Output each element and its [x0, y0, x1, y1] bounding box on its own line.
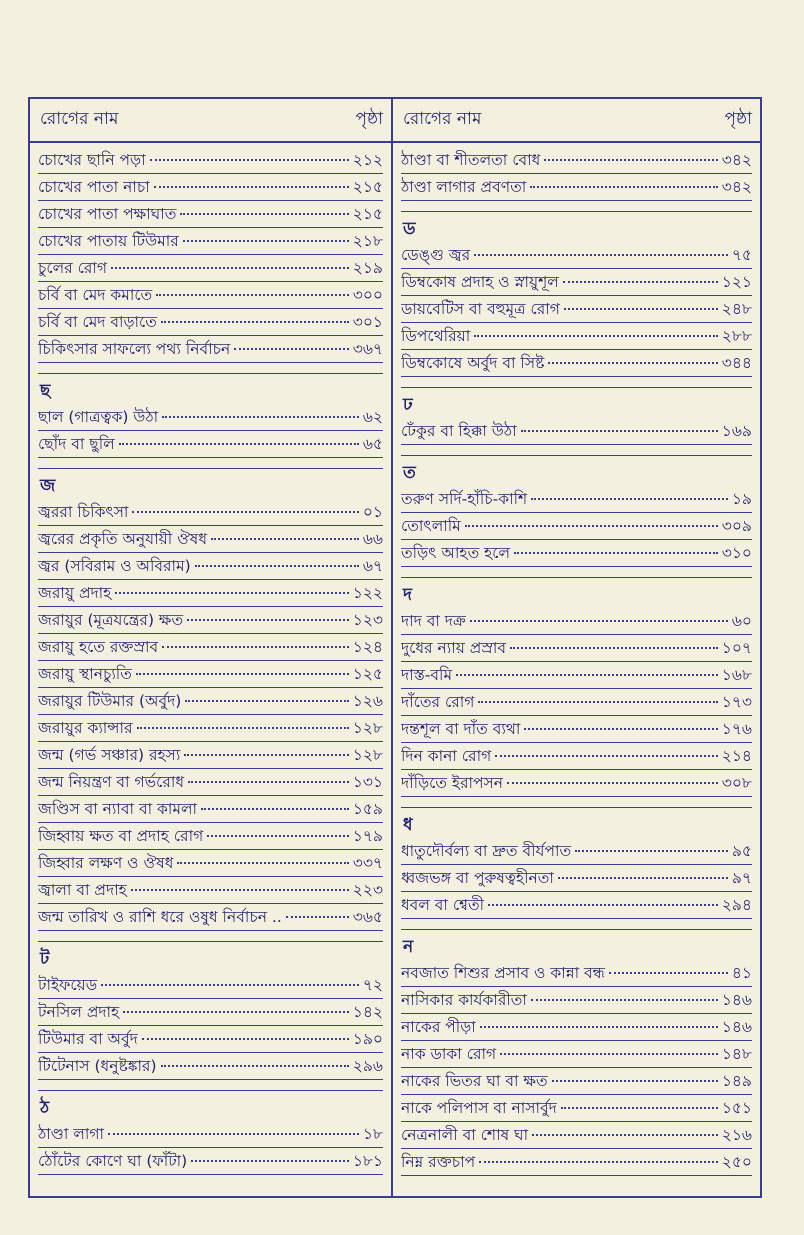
disease-name-heading: রোগের নাম	[403, 109, 482, 129]
entry-page-number: ৩৬৭	[352, 340, 383, 358]
entry-name: জরায়ুর (মূত্রযন্ত্রের) ক্ষত	[38, 611, 184, 629]
entry-page-number: ২৫০	[721, 1153, 752, 1171]
dot-leader	[548, 362, 717, 364]
left-column-header	[30, 99, 391, 143]
entry-page-number: ২১২	[352, 151, 383, 169]
dot-leader	[575, 850, 728, 852]
dot-leader	[564, 308, 718, 310]
entry-page-number: ৯৫	[731, 842, 752, 860]
index-entry	[38, 972, 383, 999]
index-entry	[401, 296, 752, 323]
entry-page-number: ১২২	[352, 584, 383, 602]
index-entry	[401, 513, 752, 540]
entry-page-number: ১৭৯	[352, 827, 383, 845]
index-entry	[401, 608, 752, 635]
index-entry	[401, 689, 752, 716]
index-entry	[401, 635, 752, 662]
entry-page-number: ৬২	[362, 408, 383, 426]
dot-leader	[136, 673, 349, 675]
section-letter: ঠ	[40, 1098, 50, 1118]
entry-name: দাস্ত-বমি	[401, 666, 453, 684]
dot-leader	[480, 1026, 718, 1028]
entry-name: জিহ্বার লক্ষণ ও ঔষধ	[38, 854, 174, 872]
index-entry	[401, 269, 752, 296]
page-heading: পৃষ্ঠা	[724, 109, 752, 129]
entry-name: টিটেনাস (ধনুষ্টঙ্কার)	[38, 1057, 157, 1075]
entry-name: নাক ডাকা রোগ	[401, 1045, 497, 1063]
entry-page-number: ১৭৬	[721, 720, 752, 738]
section-letter: ন	[403, 937, 414, 957]
index-section	[38, 468, 383, 931]
dot-leader	[191, 1160, 349, 1162]
entry-name: জ্বররা চিকিৎসা	[38, 503, 129, 521]
index-entry	[401, 865, 752, 892]
dot-leader	[156, 294, 349, 296]
entry-page-number: ২৯৬	[352, 1057, 383, 1075]
entry-name: জন্ম নিয়ন্ত্রণ বা গর্ভরোধ	[38, 773, 185, 791]
entry-page-number: ৩১০	[721, 544, 752, 562]
entry-name: ছাল (গাত্রত্বক) উঠা	[38, 408, 159, 426]
entry-name: জিহ্বায় ক্ষত বা প্রদাহ রোগ	[38, 827, 204, 845]
index-entry	[38, 634, 383, 661]
index-entry	[401, 716, 752, 743]
entry-page-number: ৭২	[362, 976, 383, 994]
index-entry	[38, 999, 383, 1026]
index-entry	[401, 1014, 752, 1041]
section-letter: ড	[403, 219, 416, 239]
entry-page-number: ২৮৮	[721, 327, 752, 345]
index-section	[401, 387, 752, 445]
index-entry	[38, 431, 383, 458]
index-entry	[401, 838, 752, 865]
dot-leader	[162, 416, 359, 418]
dot-leader	[563, 281, 718, 283]
disease-name-heading: রোগের নাম	[40, 109, 119, 129]
entry-page-number: ৬০	[731, 612, 752, 630]
index-entry	[401, 743, 752, 770]
index-entry	[38, 1053, 383, 1080]
page-heading: পৃষ্ঠা	[355, 109, 383, 129]
right-entries	[393, 143, 760, 1176]
entry-page-number: ১২১	[721, 273, 752, 291]
dot-leader	[234, 348, 349, 350]
index-entry	[401, 174, 752, 201]
dot-leader	[474, 254, 728, 256]
entry-page-number: ৩০৮	[721, 774, 752, 792]
entry-page-number: ১২৮	[352, 719, 383, 737]
dot-leader	[507, 782, 718, 784]
entry-name: নবজাত শিশুর প্রসাব ও কান্না বন্ধ	[401, 964, 605, 982]
index-entry	[401, 892, 752, 919]
index-entry	[38, 904, 383, 931]
entry-page-number: ২১৫	[352, 205, 383, 223]
index-entry	[401, 540, 752, 567]
entry-name: জরায়ু প্রদাহ	[38, 584, 112, 602]
entry-name: ডায়বেটিস বা বহুমূত্র রোগ	[401, 300, 560, 318]
index-section	[401, 147, 752, 201]
entry-page-number: ৩০৯	[721, 517, 752, 535]
index-section	[401, 577, 752, 797]
index-entry	[401, 960, 752, 987]
index-entry	[401, 662, 752, 689]
entry-name: ঠাণ্ডা লাগার প্রবণতা	[401, 178, 527, 196]
entry-name: তোৎলামি	[401, 517, 461, 535]
entry-page-number: ৩৪২	[721, 151, 752, 169]
entry-name: ছোঁদ বা ছুলি	[38, 435, 115, 453]
entry-name: ধবল বা শ্বেতী	[401, 896, 485, 914]
entry-page-number: ১৩১	[352, 773, 383, 791]
entry-page-number: ২১৮	[352, 232, 383, 250]
section-letter: ধ	[403, 815, 413, 835]
entry-name: ডিম্বকোষ প্রদাহ ও স্নায়ুশূল	[401, 273, 559, 291]
dot-leader	[500, 1053, 718, 1055]
entry-page-number: ১২৪	[352, 638, 383, 656]
entry-name: দুধের ন্যায় প্রস্রাব	[401, 639, 506, 657]
entry-name: ডিপথেরিয়া	[401, 327, 471, 345]
dot-leader	[531, 498, 728, 500]
entry-page-number: ১০৭	[721, 639, 752, 657]
entry-page-number: ১৮১	[352, 1152, 383, 1170]
section-letter: ঢ	[403, 395, 413, 415]
dot-leader	[154, 186, 349, 188]
entry-name: জরায়ু স্থানচ্যুতি	[38, 665, 132, 683]
entry-name: জরায়ুর টিউমার (অর্বুদ)	[38, 692, 182, 710]
index-entry	[38, 850, 383, 877]
entry-name: টাইফয়েড	[38, 976, 98, 994]
entry-name: জণ্ডিস বা ন্যাবা বা কামলা	[38, 800, 197, 818]
index-entry	[38, 661, 383, 688]
entry-name: ঠোঁটের কোণে ঘা (ফাঁটা)	[38, 1152, 188, 1170]
entry-page-number: ২৪৮	[721, 300, 752, 318]
dot-leader	[161, 1065, 349, 1067]
entry-name: জ্বরের প্রকৃতি অনুযায়ী ঔষধ	[38, 530, 208, 548]
index-entry	[38, 688, 383, 715]
entry-page-number: ৩৬৫	[352, 908, 383, 926]
index-entry	[38, 499, 383, 526]
entry-name: নিম্ন রক্তচাপ	[401, 1153, 476, 1171]
dot-leader	[162, 646, 349, 648]
entry-name: তরুণ সর্দি-হাঁচি-কাশি	[401, 490, 528, 508]
entry-name: জন্ম (গর্ভ সঞ্চার) রহস্য	[38, 746, 181, 764]
entry-page-number: ১৯	[731, 490, 752, 508]
dot-leader	[183, 240, 349, 242]
entry-name: দন্তশূল বা দাঁত ব্যথা	[401, 720, 521, 738]
index-section	[401, 455, 752, 567]
entry-page-number: ৪১	[731, 964, 752, 982]
dot-leader	[465, 525, 718, 527]
entry-name: দাদ বা দক্র	[401, 612, 466, 630]
entry-name: চোখের পাতায় টিউমার	[38, 232, 179, 250]
index-entry	[38, 877, 383, 904]
index-section	[401, 211, 752, 377]
entry-name: ধাতুদৌর্বল্য বা দ্রুত বীর্যপাত	[401, 842, 572, 860]
entry-name: টনসিল প্রদাহ	[38, 1003, 120, 1021]
dot-leader	[150, 159, 349, 161]
index-entry	[401, 1122, 752, 1149]
entry-page-number: ৬৬	[362, 530, 383, 548]
index-entry	[38, 404, 383, 431]
entry-page-number: ২৯৪	[721, 896, 752, 914]
dot-leader	[119, 443, 359, 445]
index-entry	[38, 796, 383, 823]
entry-page-number: ৩০১	[352, 313, 383, 331]
index-entry	[38, 580, 383, 607]
entry-page-number: ২১৯	[352, 259, 383, 277]
dot-leader	[479, 1161, 718, 1163]
index-entry	[38, 336, 383, 363]
entry-name: জরায়ু হতে রক্তস্রাব	[38, 638, 159, 656]
dot-leader	[187, 619, 349, 621]
dot-leader	[514, 552, 718, 554]
index-entry	[38, 553, 383, 580]
dot-leader	[544, 159, 717, 161]
entry-page-number: ১২৫	[352, 665, 383, 683]
entry-name: নেত্রনালী বা শোষ ঘা	[401, 1126, 529, 1144]
index-entry	[38, 769, 383, 796]
dot-leader	[558, 877, 728, 879]
dot-leader	[201, 808, 349, 810]
index-entry	[38, 201, 383, 228]
entry-name: চোখের ছানি পড়া	[38, 151, 146, 169]
dot-leader	[532, 1134, 718, 1136]
section-letter: জ	[40, 476, 56, 496]
dot-leader	[207, 835, 349, 837]
entry-name: চর্বি বা মেদ কমাতে	[38, 286, 153, 304]
index-entry	[38, 309, 383, 336]
entry-page-number: ১৪৯	[721, 1072, 752, 1090]
entry-name: দাঁড়িতে ইরাপসন	[401, 774, 504, 792]
entry-name: জ্বালা বা প্রদাহ	[38, 881, 127, 899]
dot-leader	[561, 1107, 718, 1109]
index-entry	[401, 242, 752, 269]
entry-name: দাঁতের রোগ	[401, 693, 475, 711]
dot-leader	[115, 592, 348, 594]
dot-leader	[111, 267, 349, 269]
entry-name: চিকিৎসার সাফল্যে পথ্য নির্বাচন	[38, 340, 231, 358]
index-entry	[38, 823, 383, 850]
index-table	[28, 97, 762, 1198]
entry-name: চোখের পাতা পক্ষাঘাত	[38, 205, 177, 223]
dot-leader	[101, 984, 359, 986]
index-entry	[38, 715, 383, 742]
dot-leader	[609, 972, 728, 974]
entry-name: ধ্বজভঙ্গ বা পুরুষত্বহীনতা	[401, 869, 554, 887]
entry-page-number: ১৪৬	[721, 1018, 752, 1036]
dot-leader	[510, 647, 718, 649]
entry-page-number: ৬৭	[362, 557, 383, 575]
section-letter: ছ	[40, 381, 51, 401]
index-section	[401, 929, 752, 1176]
index-entry	[401, 1095, 752, 1122]
entry-page-number: ১৪৮	[721, 1045, 752, 1063]
index-entry	[401, 350, 752, 377]
entry-page-number: ২১৫	[352, 178, 383, 196]
dot-leader	[123, 1011, 349, 1013]
index-entry	[401, 486, 752, 513]
entry-page-number: ১৭৩	[721, 693, 752, 711]
entry-name: নাকে পলিপাস বা নাসার্বুদ	[401, 1099, 557, 1117]
entry-name: তড়িৎ আহত হলে	[401, 544, 511, 562]
dot-leader	[195, 565, 359, 567]
entry-page-number: ২১৪	[721, 747, 752, 765]
index-entry	[401, 1041, 752, 1068]
index-entry	[38, 742, 383, 769]
index-entry	[38, 255, 383, 282]
dot-leader	[180, 213, 348, 215]
entry-name: ডেঙ্গু জ্বর	[401, 246, 471, 264]
entry-name: চর্বি বা মেদ বাড়াতে	[38, 313, 157, 331]
entry-page-number: ১৮	[362, 1125, 383, 1143]
entry-page-number: ১৫১	[721, 1099, 752, 1117]
dot-leader	[131, 889, 349, 891]
entry-page-number: ১৬৯	[721, 422, 752, 440]
entry-page-number: ৯৭	[731, 869, 752, 887]
entry-name: নাকের ভিতর ঘা বা ক্ষত	[401, 1072, 548, 1090]
dot-leader	[478, 701, 717, 703]
dot-leader	[184, 754, 348, 756]
entry-page-number: ৩৩৭	[352, 854, 383, 872]
entry-page-number: ১৫৯	[352, 800, 383, 818]
entry-name: চুলের রোগ	[38, 259, 108, 277]
entry-name: ঠাণ্ডা লাগা	[38, 1125, 105, 1143]
dot-leader	[456, 674, 718, 676]
index-entry	[38, 526, 383, 553]
entry-page-number: ১২৮	[352, 746, 383, 764]
index-entry	[401, 147, 752, 174]
index-entry	[38, 1121, 383, 1148]
dot-leader	[521, 430, 718, 432]
right-column-header	[393, 99, 760, 143]
dot-leader	[530, 186, 718, 188]
dot-leader	[474, 335, 718, 337]
index-entry	[38, 147, 383, 174]
right-column	[391, 99, 760, 1196]
index-section	[38, 147, 383, 363]
entry-page-number: ১৬৮	[721, 666, 752, 684]
entry-name: টিউমার বা অর্বুদ	[38, 1030, 138, 1048]
dot-leader	[137, 727, 349, 729]
dot-leader	[531, 999, 718, 1001]
index-entry	[38, 282, 383, 309]
entry-name: ঠাণ্ডা বা শীতলতা বোধ	[401, 151, 541, 169]
entry-page-number: ১৪৬	[721, 991, 752, 1009]
section-letter: ত	[403, 463, 416, 483]
dot-leader	[286, 916, 349, 918]
entry-page-number: ৭৫	[731, 246, 752, 264]
entry-page-number: ৩০০	[352, 286, 383, 304]
index-entry	[401, 770, 752, 797]
entry-name: জরায়ুর ক্যান্সার	[38, 719, 133, 737]
entry-page-number: ০১	[362, 503, 383, 521]
index-entry	[38, 607, 383, 634]
entry-name: নাকের পীড়া	[401, 1018, 476, 1036]
dot-leader	[132, 511, 358, 513]
index-entry	[38, 174, 383, 201]
dot-leader	[552, 1080, 718, 1082]
entry-name: চোখের পাতা নাচা	[38, 178, 150, 196]
index-entry	[401, 1149, 752, 1176]
section-letter: ট	[40, 949, 50, 969]
dot-leader	[495, 755, 718, 757]
entry-page-number: ৩৪৪	[721, 354, 752, 372]
entry-name: নাসিকার কার্যকারীতা	[401, 991, 527, 1009]
dot-leader	[142, 1038, 349, 1040]
index-entry	[38, 1148, 383, 1175]
dot-leader	[470, 620, 728, 622]
left-column	[30, 99, 391, 1196]
entry-page-number: ৩৪২	[721, 178, 752, 196]
dot-leader	[185, 700, 349, 702]
entry-name: জ্বর (সবিরাম ও অবিরাম)	[38, 557, 191, 575]
section-letter: দ	[403, 585, 412, 605]
entry-page-number: ১৯০	[352, 1030, 383, 1048]
dot-leader	[488, 904, 718, 906]
index-section	[401, 807, 752, 919]
entry-page-number: ৬৫	[362, 435, 383, 453]
index-entry	[401, 987, 752, 1014]
entry-name: জন্ম তারিখ ও রাশি ধরে ওষুধ নির্বাচন ..	[38, 908, 282, 926]
dot-leader	[161, 321, 349, 323]
index-entry	[38, 1026, 383, 1053]
index-section	[38, 373, 383, 458]
entry-page-number: ২২৩	[352, 881, 383, 899]
entry-page-number: ২১৬	[721, 1126, 752, 1144]
index-section	[38, 1090, 383, 1175]
dot-leader	[108, 1133, 359, 1135]
entry-page-number: ১৪২	[352, 1003, 383, 1021]
index-entry	[401, 1068, 752, 1095]
dot-leader	[524, 728, 717, 730]
entry-page-number: ১২৩	[352, 611, 383, 629]
dot-leader	[177, 862, 348, 864]
dot-leader	[211, 538, 359, 540]
index-section	[38, 941, 383, 1080]
entry-name: ঢেঁকুর বা হিক্কা উঠা	[401, 422, 517, 440]
entry-name: দিন কানা রোগ	[401, 747, 492, 765]
entry-name: ডিম্বকোষে অর্বুদ বা সিষ্ট	[401, 354, 545, 372]
left-entries	[30, 143, 391, 1175]
index-entry	[401, 323, 752, 350]
entry-page-number: ১২৬	[352, 692, 383, 710]
index-entry	[401, 418, 752, 445]
index-entry	[38, 228, 383, 255]
dot-leader	[188, 781, 349, 783]
